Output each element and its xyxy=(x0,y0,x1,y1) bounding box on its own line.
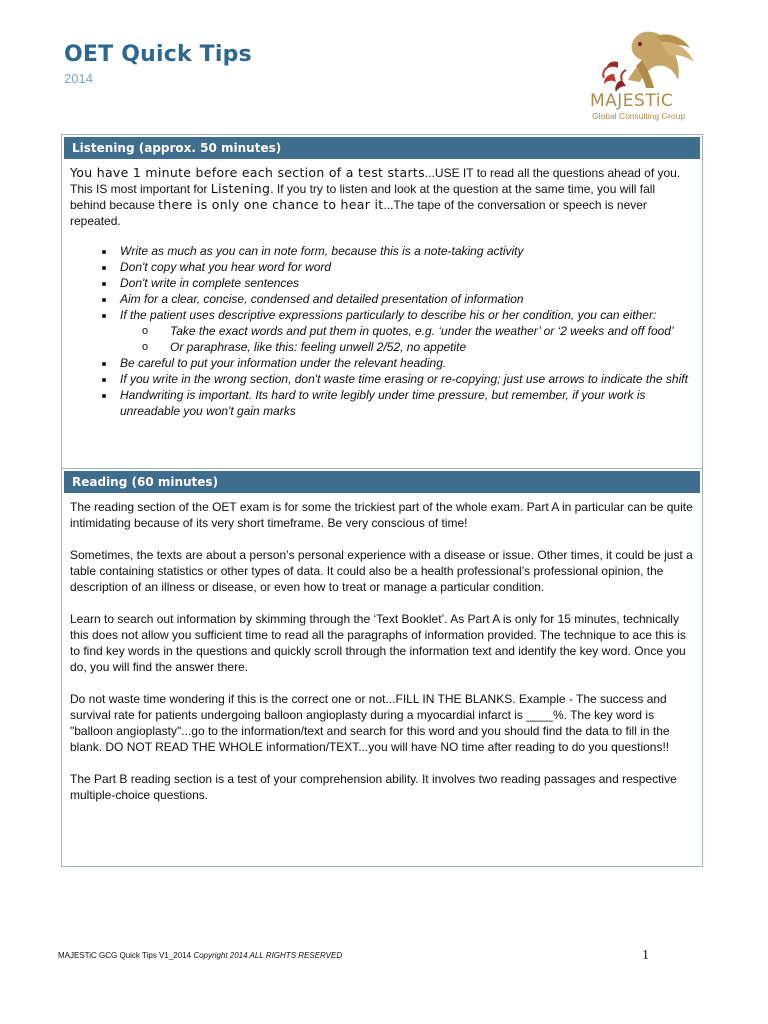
logo-tagline: Global Consulting Group xyxy=(592,111,686,121)
reading-content xyxy=(62,495,702,803)
listening-content xyxy=(62,161,702,419)
listening-section xyxy=(61,134,703,469)
title-rest: Quick Tips xyxy=(113,42,252,67)
intro-text-2: . If you try to listen and look at the question at the same time, you will fall behind because xyxy=(70,182,656,212)
intro-text-1: ...USE IT to read all the questions ahead of you. This IS most important for xyxy=(70,166,681,196)
page-title xyxy=(64,42,252,67)
intro-emph-3: there is only one chance to hear it xyxy=(158,197,384,212)
listening-intro xyxy=(70,165,694,229)
sub-list-item: o Or paraphrase, like this: feeling unwell 2/52, no appetite xyxy=(166,339,694,355)
footer-rights: Copyright 2014 ALL RIGHTS RESERVED xyxy=(193,951,343,960)
list-item: • Write as much as you can in note form, because this is a note-taking activity xyxy=(116,243,694,259)
page-number: 1 xyxy=(642,948,649,963)
sub-list xyxy=(120,323,694,355)
page-year: 2014 xyxy=(64,71,93,86)
logo-wordmark: MAJESTiC xyxy=(590,91,674,111)
intro-text-3: ...The tape of the conversation or speech is never repeated. xyxy=(70,198,647,228)
list-item: • If you write in the wrong section, don't waste time erasing or re-copying; just use arrows to indicate the shift xyxy=(116,371,694,387)
reading-paragraph: Do not waste time wondering if this is the correct one or not...FILL IN THE BLANKS. Example - The success and survival rate for patients undergoing balloon angioplasty during a myocardial infarct is ____%. The key word is "balloon angioplasty"...go to the information/text and search for this word and you should find the data to fill in the blank. DO NOT READ THE WHOLE information/TEXT...you will have NO time after reading to do you questions!! xyxy=(70,692,670,754)
footer-doc-id: MAJESTiC GCG Quick Tips V1_2014 xyxy=(58,951,194,960)
reading-paragraph: The reading section of the OET exam is for some the trickiest part of the whole exam. Part A in particular can be quite intimidating because of its very short timeframe. Be very conscious of time! xyxy=(70,500,693,530)
intro-emph-2: Listening xyxy=(210,181,271,196)
list-item: • Aim for a clear, concise, condensed and detailed presentation of information xyxy=(116,291,694,307)
reading-heading: Reading (60 minutes) xyxy=(64,471,700,493)
sub-list-item: o Take the exact words and put them in quotes, e.g. ‘under the weather’ or ‘2 weeks and off food’ xyxy=(166,323,694,339)
title-oet: OET xyxy=(64,42,114,67)
footer-copyright xyxy=(58,951,342,960)
listening-tips-list xyxy=(70,243,694,419)
list-item: • Don't write in complete sentences xyxy=(116,275,694,291)
intro-emph-1: You have 1 minute before each section of a test starts xyxy=(70,165,425,180)
list-item-with-subitems xyxy=(116,307,694,355)
reading-section xyxy=(61,469,703,867)
reading-paragraph: Learn to search out information by skimming through the ‘Text Booklet’. As Part A is only for 15 minutes, technically this does not allow you sufficient time to read all the paragraphs of information provided. The technique to ace this is to find key words in the questions and quickly scroll through the information text and identify the key word. Once you do, you will find the answer there. xyxy=(70,612,686,674)
list-item: • Be careful to put your information under the relevant heading. xyxy=(116,355,694,371)
reading-paragraph: Sometimes, the texts are about a person’s personal experience with a disease or issue. Other times, it could be just a table containing statistics or other types of data. It could also be a health professional’s professional opinion, the description of an illness or disease, or even how to treat or manage a particular condition. xyxy=(70,548,693,594)
reading-paragraph: The Part B reading section is a test of your comprehension ability. It involves two reading passages and respective multiple-choice questions. xyxy=(70,772,677,802)
listening-heading: Listening (approx. 50 minutes) xyxy=(64,137,700,159)
list-item-text: If the patient uses descriptive expressions particularly to describe his or her condition, you can either: xyxy=(120,308,657,322)
list-item: • Handwriting is important. Its hard to write legibly under time pressure, but remember, if your work is unreadable you won't gain marks xyxy=(116,387,694,419)
list-item: • Don't copy what you hear word for word xyxy=(116,259,694,275)
